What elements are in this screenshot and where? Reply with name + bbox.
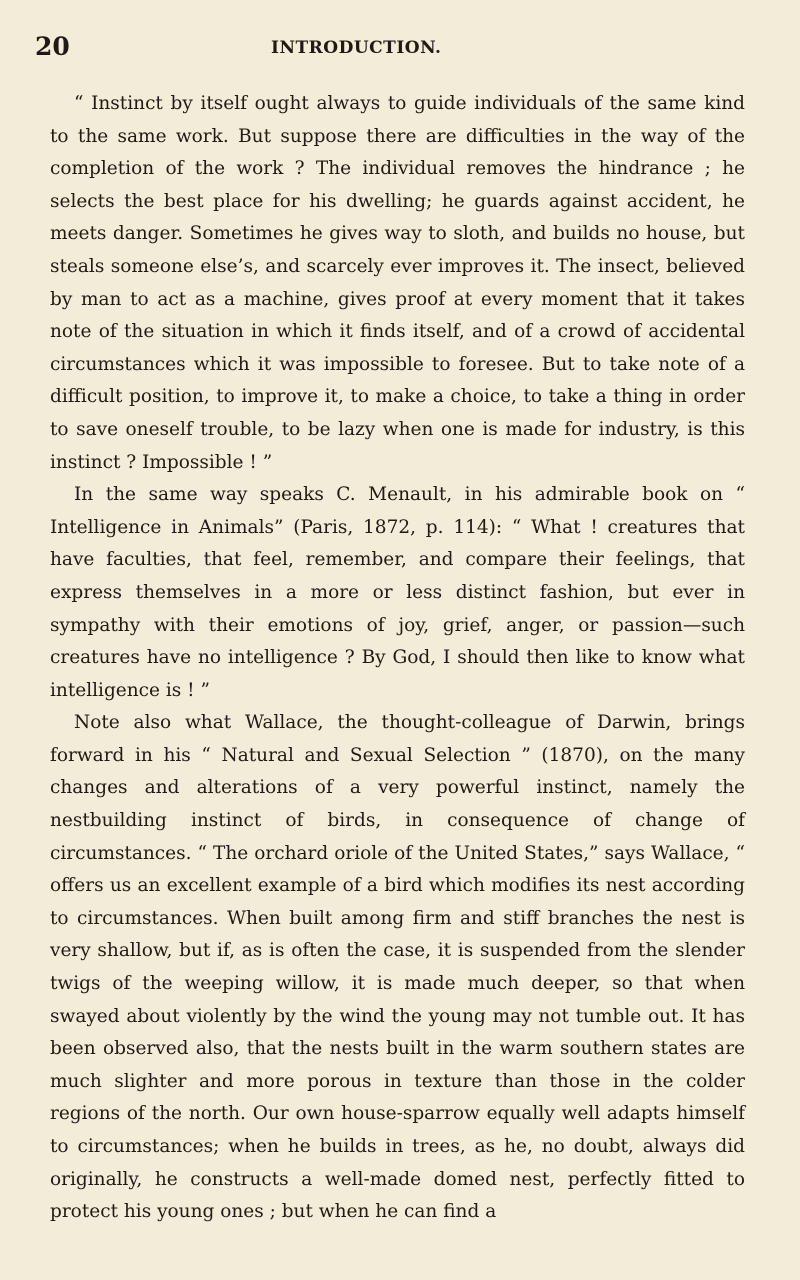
page-number: 20 — [35, 32, 70, 61]
running-head: INTRODUCTION. — [271, 38, 442, 58]
paragraph-2: In the same way speaks C. Menault, in his admirable book on “ Intelligence in Animals” (Paris, 1872, p. 114): “ What ! creatures that have faculties, that feel, remember, and compare their feelings, that express themselves in a more or less distinct fashion, but ever in sympathy with their emotions of joy, grief, anger, or passion—such creatures have no intelligence ? By God, I should then like to know what intelligence is ! ” — [50, 484, 745, 701]
paragraph-1: “ Instinct by itself ought always to guide individuals of the same kind to the same work. But suppose there are difficulties in the way of the completion of the work ? The individual removes the hindrance ; he selects the best place for his dwelling; he guards against accident, he meets danger. Sometimes he gives way to sloth, and builds no house, but steals someone else’s, and scarcely ever improves it. The insect, believed by man to act as a machine, gives proof at every moment that it takes note of the situation in which it finds itself, and of a crowd of accidental circumstances which it was impossible to foresee. But to take note of a difficult position, to improve it, to make a choice, to take a thing in order to save oneself trouble, to be lazy when one is made for industry, is this instinct ? Impossible ! ” — [50, 93, 745, 473]
paragraph-3: Note also what Wallace, the thought-colleague of Darwin, brings forward in his “ Natural and Sexual Selection ” (1870), on the many changes and alterations of a very powerful instinct, namely the nestbuilding instinct of birds, in consequence of change of circumstances. “ The orchard oriole of the United States,” says Wallace, “ offers us an excellent example of a bird which modifies its nest according to circumstances. When built among firm and stiff branches the nest is very shallow, but if, as is often the case, it is suspended from the slender twigs of the weeping willow, it is made much deeper, so that when swayed about violently by the wind the young may not tumble out. It has been observed also, that the nests built in the warm southern states are much slighter and more porous in texture than those in the colder regions of the north. Our own house-sparrow equally well adapts himself to circumstances; when he builds in trees, as he, no doubt, always did originally, he constructs a well-made domed nest, perfectly fitted to protect his young ones ; but when he can find a — [50, 712, 745, 1223]
page-header — [35, 32, 765, 72]
body-text — [50, 88, 745, 1229]
